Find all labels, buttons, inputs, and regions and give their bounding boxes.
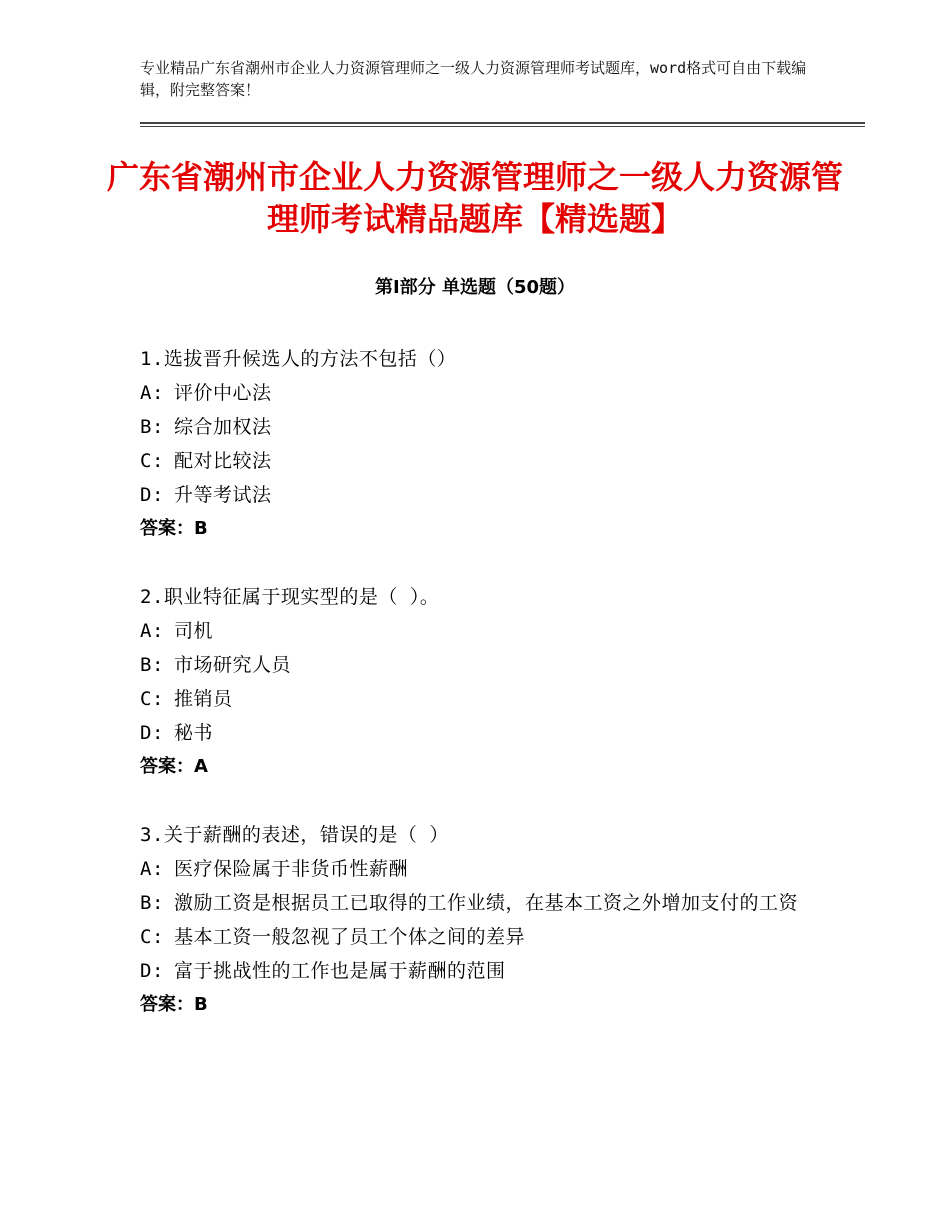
option-text: 秘书 [174, 722, 214, 744]
header-rule [140, 122, 865, 124]
answer-value: B [194, 518, 208, 539]
answer-prefix: 答案： [140, 518, 194, 539]
question-2 [140, 580, 820, 784]
option-text: 基本工资一般忽视了员工个体之间的差异 [174, 926, 526, 948]
option-text: 升等考试法 [174, 484, 272, 506]
option-key: B: [140, 416, 164, 438]
option-c [140, 920, 820, 954]
option-c [140, 444, 820, 478]
option-text: 综合加权法 [174, 416, 272, 438]
option-text: 推销员 [174, 688, 233, 710]
option-text: 激励工资是根据员工已取得的工作业绩，在基本工资之外增加支付的工资 [174, 892, 799, 914]
question-stem: 3.关于薪酬的表述，错误的是（ ） [140, 824, 449, 846]
option-d [140, 478, 820, 512]
option-key: A: [140, 620, 164, 642]
option-c [140, 682, 820, 716]
answer-prefix: 答案： [140, 756, 194, 777]
option-key: B: [140, 892, 164, 914]
answer-prefix: 答案： [140, 994, 194, 1015]
option-text: 富于挑战性的工作也是属于薪酬的范围 [174, 960, 506, 982]
option-a [140, 376, 820, 410]
answer-value: A [194, 756, 208, 777]
section-heading: 第Ⅰ部分 单选题（50题） [374, 277, 575, 298]
option-key: D: [140, 484, 164, 506]
answer-value: B [194, 994, 208, 1015]
answer [140, 750, 820, 784]
option-text: 医疗保险属于非货币性薪酬 [174, 858, 409, 880]
option-b [140, 410, 820, 444]
option-text: 市场研究人员 [174, 654, 292, 676]
option-key: C: [140, 450, 164, 472]
option-d [140, 716, 820, 750]
option-a [140, 852, 820, 886]
header-rule-thin [140, 126, 865, 127]
option-key: C: [140, 688, 164, 710]
option-text: 配对比较法 [174, 450, 272, 472]
option-text: 司机 [174, 620, 214, 642]
option-b [140, 648, 820, 682]
question-stem: 1.选拔晋升候选人的方法不包括（） [140, 348, 457, 370]
option-key: D: [140, 960, 164, 982]
question-list [140, 342, 820, 1056]
option-key: D: [140, 722, 164, 744]
question-1 [140, 342, 820, 546]
option-key: C: [140, 926, 164, 948]
answer [140, 512, 820, 546]
option-a [140, 614, 820, 648]
question-stem: 2.职业特征属于现实型的是（ ）。 [140, 586, 440, 608]
answer [140, 988, 820, 1022]
option-key: B: [140, 654, 164, 676]
option-key: A: [140, 382, 164, 404]
question-3 [140, 818, 820, 1022]
document-title: 广东省潮州市企业人力资源管理师之一级人力资源管理师考试精品题库【精选题】 [106, 158, 843, 238]
header-note: 专业精品广东省潮州市企业人力资源管理师之一级人力资源管理师考试题库，word格式可自由下载编辑，附完整答案！ [140, 59, 807, 99]
option-d [140, 954, 820, 988]
option-b [140, 886, 820, 920]
option-key: A: [140, 858, 164, 880]
option-text: 评价中心法 [174, 382, 272, 404]
